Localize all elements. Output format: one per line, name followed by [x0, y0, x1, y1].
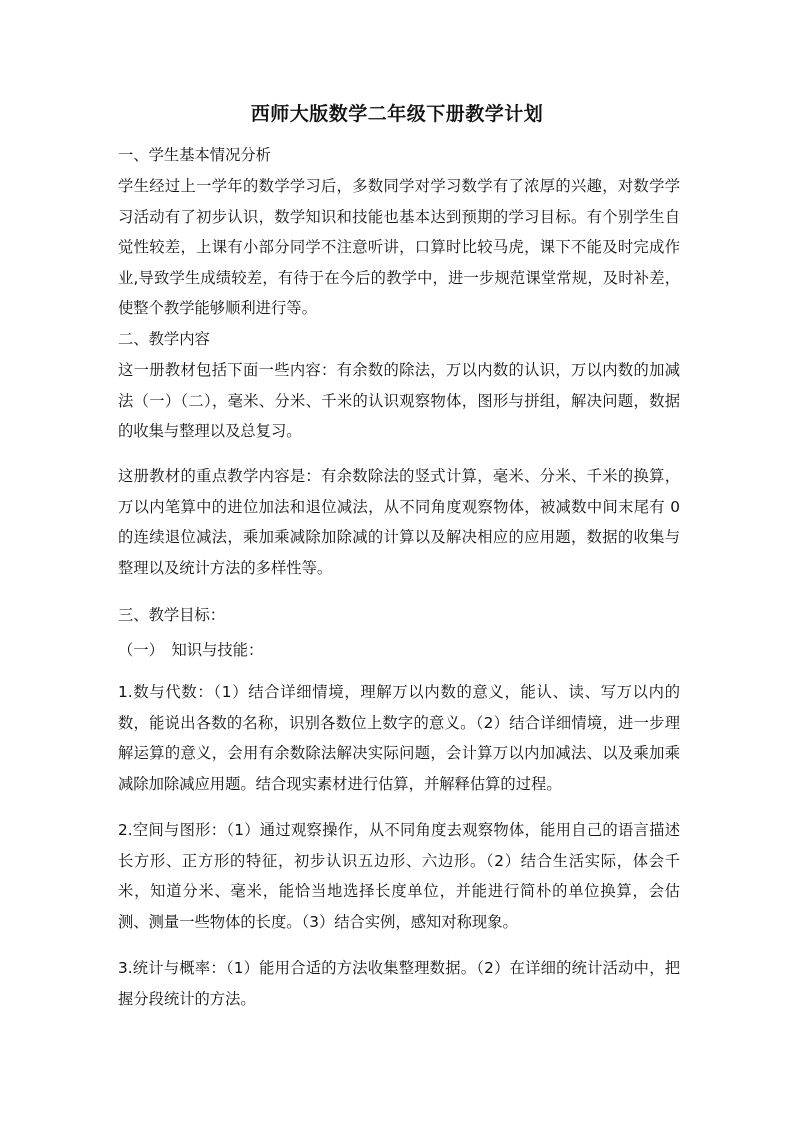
- paragraph-teaching-content: 这一册教材包括下面一些内容：有余数的除法，万以内数的认识，万以内数的加减法（一）（二），毫米、分米、千米的认识观察物体，图形与拼组，解决问题，数据的收集与整理以及总复习。: [118, 361, 680, 441]
- section-heading-teaching-content: 二、教学内容: [118, 330, 210, 348]
- paragraph-key-content: 这册教材的重点教学内容是：有余数除法的竖式计算，毫米、分米、千米的换算，万以内笔算中的进位加法和退位减法，从不同角度观察物体，被减数中间末尾有 0 的连续退位减法，乘加乘减除加除减的计算以及解决相应的应用题，数据的收集与整理以及统计方法的多样性等。: [118, 467, 680, 577]
- section-heading-student-analysis: 一、学生基本情况分析: [118, 146, 271, 164]
- goal-item-numbers-algebra: 1.数与代数：（1）结合详细情境，理解万以内数的意义，能认、读、写万以内的数，能说出各数的名称，识别各数位上数字的意义。（2）结合详细情境，进一步理解运算的意义，会用有余数除法解决实际问题，会计算万以内加减法、以及乘加乘减除加除减应用题。结合现实素材进行估算，并解释估算的过程。: [118, 683, 680, 793]
- goal-item-space-shapes: 2.空间与图形：（1）通过观察操作，从不同角度去观察物体，能用自己的语言描述长方形、正方形的特征，初步认识五边形、六边形。（2）结合生活实际，体会千米，知道分米、毫米，能恰当地选择长度单位，并能进行简朴的单位换算，会估测、测量一些物体的长度。（3）结合实例，感知对称现象。: [118, 821, 680, 931]
- section-heading-teaching-goals: 三、教学目标：: [118, 606, 226, 624]
- document-title: 西师大版数学二年级下册教学计划: [250, 103, 544, 125]
- subheading-knowledge-skills: （一） 知识与技能：: [118, 641, 264, 659]
- paragraph-student-analysis: 学生经过上一学年的数学学习后，多数同学对学习数学有了浓厚的兴趣，对数学学习活动有了初步认识，数学知识和技能也基本达到预期的学习目标。有个别学生自觉性较差，上课有小部分同学不注意听讲，口算时比较马虎，课下不能及时完成作业,导致学生成绩较差，有待于在今后的教学中，进一步规范课堂常规，及时补差，使整个教学能够顺利进行等。: [118, 177, 680, 318]
- goal-item-statistics-probability: 3.统计与概率：（1）能用合适的方法收集整理数据。（2）在详细的统计活动中，把握分段统计的方法。: [118, 959, 680, 1008]
